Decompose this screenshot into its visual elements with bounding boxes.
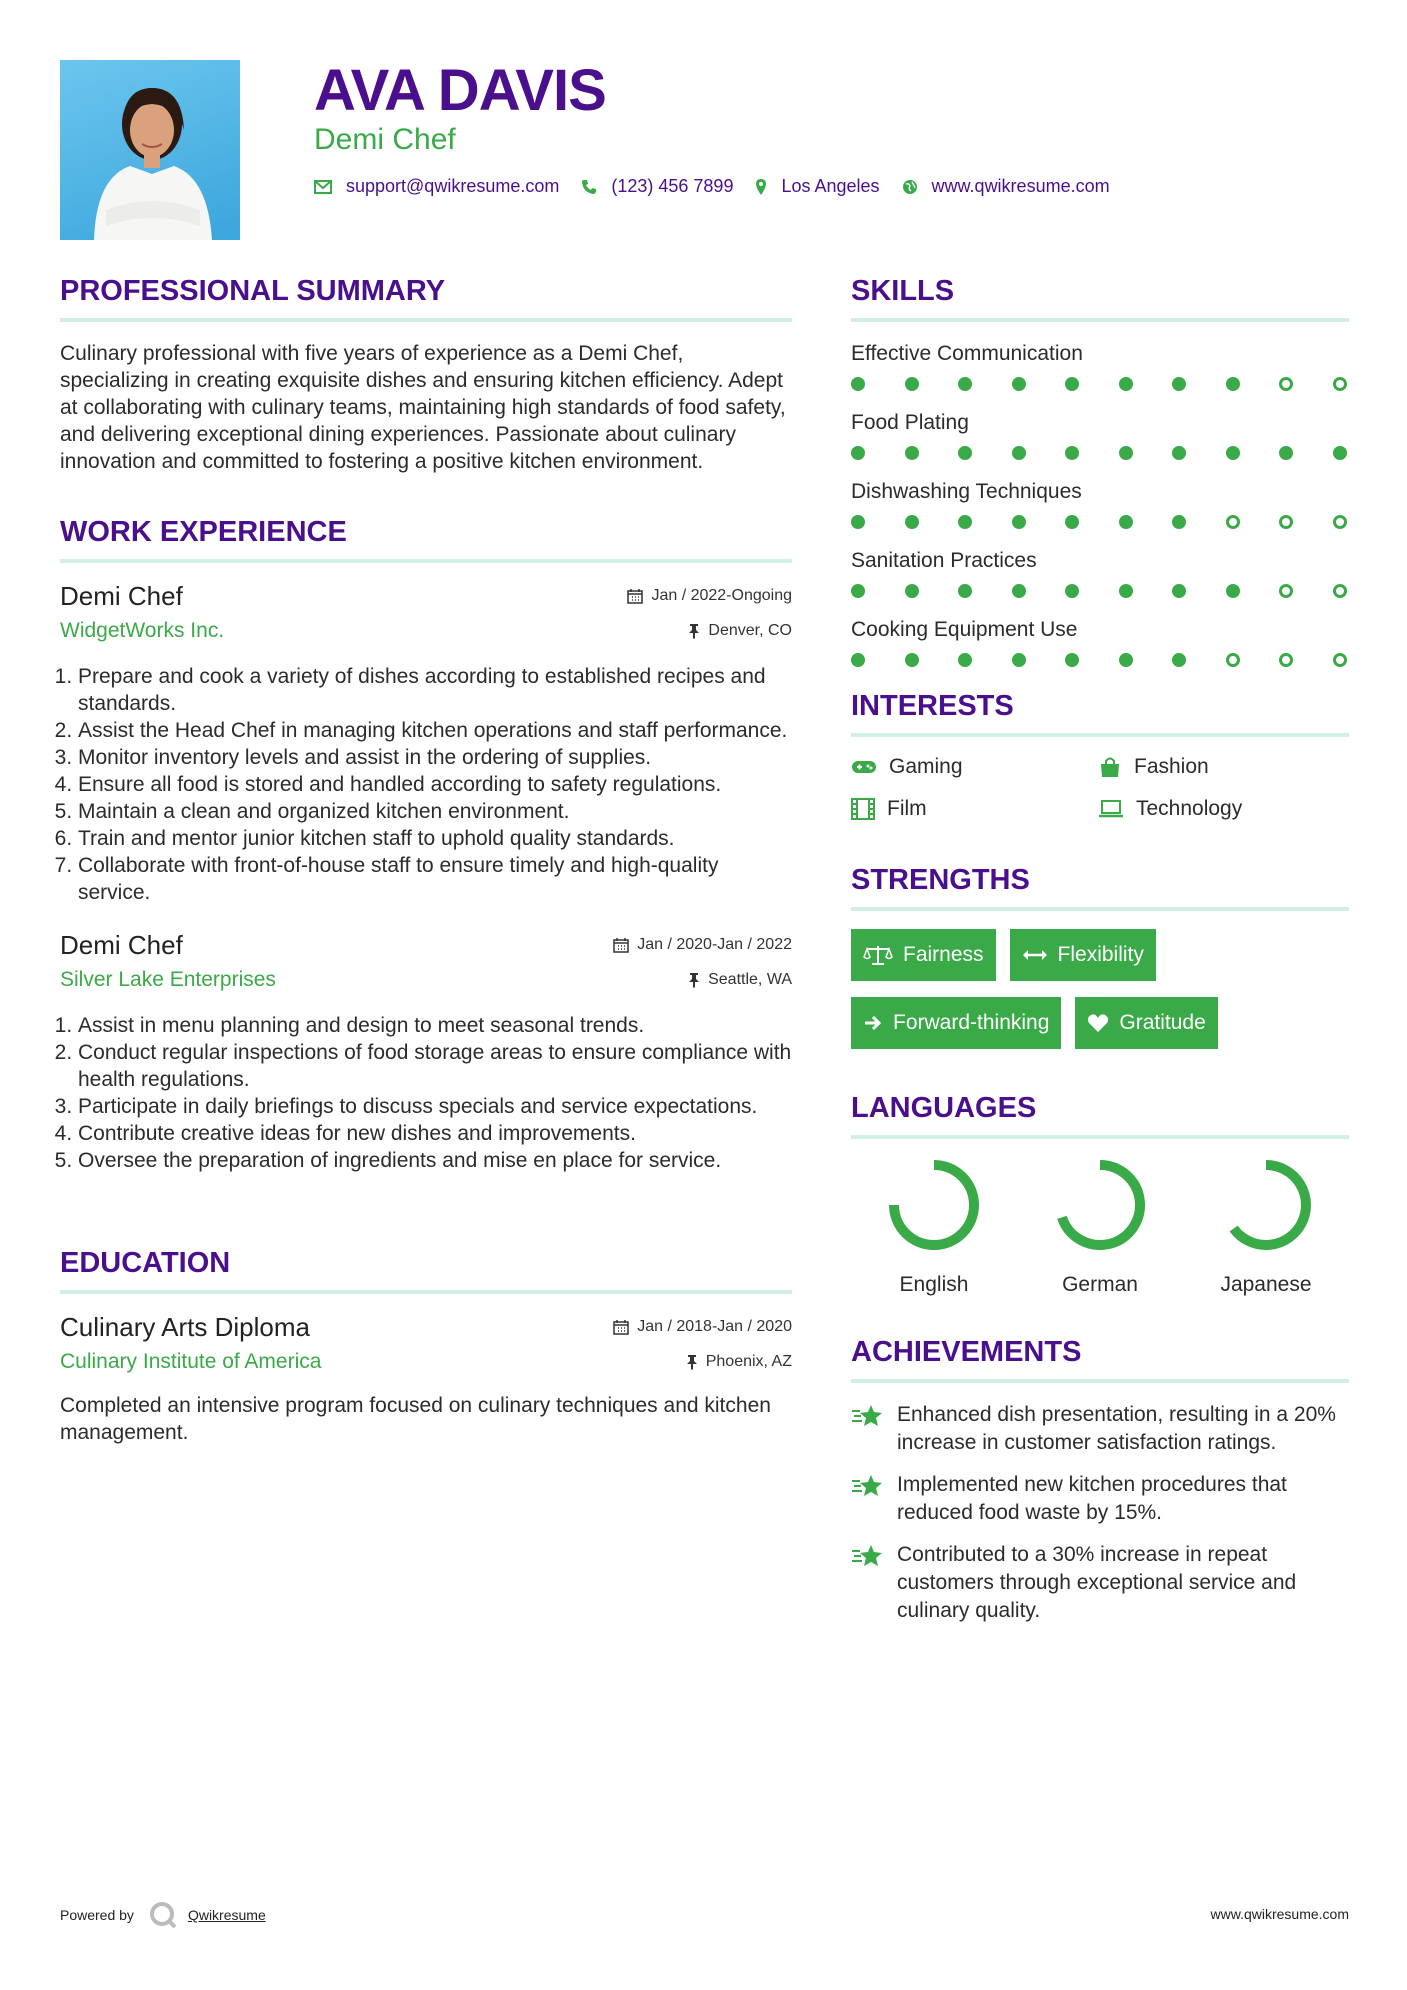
degree-title: Culinary Arts Diploma xyxy=(60,1312,310,1342)
language-proficiency-ring xyxy=(1218,1157,1314,1253)
rating-dot-filled xyxy=(958,515,972,529)
job-entry xyxy=(60,930,792,1174)
rating-dot-filled xyxy=(1012,584,1026,598)
pushpin-icon xyxy=(686,1354,698,1370)
interests-grid xyxy=(851,755,1349,821)
email-text: support@qwikresume.com xyxy=(346,176,560,196)
languages-heading: LANGUAGES xyxy=(851,1089,1349,1139)
rating-dot-filled xyxy=(1119,584,1133,598)
contact-location xyxy=(755,176,879,197)
rating-dot-filled xyxy=(1226,377,1240,391)
rating-dot-filled xyxy=(1226,446,1240,460)
rating-dot-empty xyxy=(1279,584,1293,598)
heart-icon xyxy=(1087,1013,1109,1033)
rating-dot-filled xyxy=(905,653,919,667)
skill-name: Sanitation Practices xyxy=(851,549,1037,572)
rating-dot-filled xyxy=(958,584,972,598)
duty-item: 2. Assist the Head Chef in managing kitchen operations and staff performance. xyxy=(78,717,792,744)
shooting-star-icon xyxy=(851,1543,883,1569)
rating-dot-filled xyxy=(1226,584,1240,598)
rating-dot-empty xyxy=(1333,584,1347,598)
duty-item: 5. Oversee the preparation of ingredients and mise en place for service. xyxy=(78,1147,792,1174)
language-name: Japanese xyxy=(1220,1273,1312,1296)
education-location xyxy=(686,1353,792,1371)
job-title: Demi Chef xyxy=(60,581,183,611)
rating-dot-filled xyxy=(1172,584,1186,598)
achievement-text: Contributed to a 30% increase in repeat customers through exceptional service and culinary quality. xyxy=(897,1543,1297,1622)
school-name: Culinary Institute of America xyxy=(60,1350,322,1373)
interest-item xyxy=(851,797,1098,821)
language-name: English xyxy=(899,1273,969,1296)
rating-dot-empty xyxy=(1226,515,1240,529)
skill-name: Effective Communication xyxy=(851,342,1083,365)
strength-label: Forward-thinking xyxy=(893,1011,1050,1034)
left-column xyxy=(60,272,792,1470)
rating-dot-filled xyxy=(1065,584,1079,598)
rating-dot-filled xyxy=(1065,446,1079,460)
strength-label: Flexibility xyxy=(1057,943,1144,966)
interest-item xyxy=(851,755,1098,779)
duty-item: 2. Conduct regular inspections of food storage areas to ensure compliance with health regulations. xyxy=(78,1039,792,1093)
language-item xyxy=(851,1157,1017,1297)
qwikresume-logo-icon xyxy=(148,1900,178,1930)
duty-item: 4. Contribute creative ideas for new dishes and improvements. xyxy=(78,1120,792,1147)
duty-item: 1. Prepare and cook a variety of dishes according to established recipes and standards. xyxy=(78,663,792,717)
job-date-text: Jan / 2022-Ongoing xyxy=(651,587,792,604)
strength-label: Gratitude xyxy=(1119,1011,1206,1034)
rating-dot-empty xyxy=(1333,377,1347,391)
rating-dot-filled xyxy=(958,377,972,391)
job-location xyxy=(688,622,792,640)
calendar-icon xyxy=(627,588,643,604)
education-date xyxy=(613,1318,792,1336)
duty-list xyxy=(60,1012,792,1174)
footer-site[interactable]: www.qwikresume.com xyxy=(1210,1906,1349,1922)
job-company: WidgetWorks Inc. xyxy=(60,619,225,642)
summary-text: Culinary professional with five years of experience as a Demi Chef, specializing in creating exquisite dishes and ensuring kitchen efficiency. Adept at collaborating with culinary teams, maintaining high standards of food safety, and delivering exceptional dining experiences. Passionate about culinary innovation and committed to fostering a positive kitchen environment. xyxy=(60,342,786,473)
strength-tag xyxy=(851,929,996,981)
rating-dot-filled xyxy=(1065,515,1079,529)
rating-dot-filled xyxy=(851,446,865,460)
shooting-star-icon xyxy=(851,1403,883,1429)
rating-dot-filled xyxy=(1119,446,1133,460)
education-heading: EDUCATION xyxy=(60,1244,792,1294)
film-icon xyxy=(851,798,875,820)
duty-item: 5. Maintain a clean and organized kitchen environment. xyxy=(78,798,792,825)
duty-item: 3. Monitor inventory levels and assist in the ordering of supplies. xyxy=(78,744,792,771)
rating-dot-filled xyxy=(1172,653,1186,667)
gamepad-icon xyxy=(851,758,877,776)
education-location-text: Phoenix, AZ xyxy=(705,1353,792,1370)
strength-tag xyxy=(1075,997,1217,1049)
job-company: Silver Lake Enterprises xyxy=(60,968,276,991)
duty-item: 1. Assist in menu planning and design to meet seasonal trends. xyxy=(78,1012,792,1039)
education-text: Completed an intensive program focused on culinary techniques and kitchen management. xyxy=(60,1394,771,1444)
calendar-icon xyxy=(613,1319,629,1335)
rating-dot-filled xyxy=(1012,446,1026,460)
rating-dot-filled xyxy=(1119,377,1133,391)
strength-label: Fairness xyxy=(903,943,984,966)
powered-by-text: Powered by xyxy=(60,1907,134,1923)
education-date-text: Jan / 2018-Jan / 2020 xyxy=(637,1318,792,1335)
rating-dot-empty xyxy=(1333,515,1347,529)
achievement-item xyxy=(851,1471,1349,1527)
location-text: Los Angeles xyxy=(781,176,880,196)
rating-dot-filled xyxy=(1012,653,1026,667)
balance-scale-icon xyxy=(863,944,893,966)
job-location xyxy=(688,971,792,989)
right-column xyxy=(851,272,1349,1639)
contact-bar xyxy=(314,176,1132,197)
rating-dot-filled xyxy=(1333,446,1347,460)
strength-tag xyxy=(851,997,1061,1049)
duty-list xyxy=(60,663,792,906)
duty-item: 4. Ensure all food is stored and handled according to safety regulations. xyxy=(78,771,792,798)
footer-powered xyxy=(60,1900,266,1930)
language-name: German xyxy=(1062,1273,1138,1296)
website-text: www.qwikresume.com xyxy=(931,176,1110,196)
interest-item xyxy=(1098,797,1345,821)
achievement-text: Enhanced dish presentation, resulting in a 20% increase in customer satisfaction ratings. xyxy=(897,1403,1336,1454)
language-item xyxy=(1017,1157,1183,1297)
calendar-icon xyxy=(613,937,629,953)
languages-list xyxy=(851,1157,1349,1297)
rating-dot-filled xyxy=(1172,446,1186,460)
contact-phone[interactable] xyxy=(581,176,733,197)
rating-dot-filled xyxy=(851,377,865,391)
job-entry xyxy=(60,581,792,906)
rating-dot-empty xyxy=(1279,515,1293,529)
laptop-icon xyxy=(1098,800,1124,818)
portrait-illustration xyxy=(60,60,240,240)
rating-dot-filled xyxy=(905,446,919,460)
rating-dot-filled xyxy=(1172,515,1186,529)
language-proficiency-ring xyxy=(1052,1157,1148,1253)
rating-dot-empty xyxy=(1226,653,1240,667)
interest-label: Fashion xyxy=(1134,755,1209,778)
rating-dot-filled xyxy=(905,584,919,598)
skills-heading: SKILLS xyxy=(851,272,1349,322)
achievement-item xyxy=(851,1541,1349,1625)
language-item xyxy=(1183,1157,1349,1297)
skill-rating xyxy=(851,584,1349,598)
strength-tag xyxy=(1010,929,1156,981)
qwikresume-link[interactable]: Qwikresume xyxy=(187,1907,266,1923)
skill-name: Dishwashing Techniques xyxy=(851,480,1082,503)
language-arc xyxy=(1234,1165,1306,1245)
education-entry xyxy=(60,1312,792,1446)
job-location-text: Seattle, WA xyxy=(708,971,792,988)
rating-dot-filled xyxy=(1012,377,1026,391)
envelope-icon xyxy=(314,180,332,194)
rating-dot-filled xyxy=(1012,515,1026,529)
skill-name: Food Plating xyxy=(851,411,969,434)
contact-email[interactable] xyxy=(314,176,559,197)
language-arc xyxy=(894,1165,974,1245)
contact-website[interactable] xyxy=(902,176,1110,197)
job-date xyxy=(613,936,792,954)
rating-dot-filled xyxy=(1065,653,1079,667)
achievement-item xyxy=(851,1401,1349,1457)
arrows-horizontal-icon xyxy=(1022,948,1048,962)
interest-item xyxy=(1098,755,1345,779)
experience-heading: WORK EXPERIENCE xyxy=(60,513,792,563)
pushpin-icon xyxy=(688,623,700,639)
shopping-bag-icon xyxy=(1098,756,1122,778)
skill-rating xyxy=(851,377,1349,391)
interest-label: Gaming xyxy=(889,755,963,778)
rating-dot-filled xyxy=(851,515,865,529)
shooting-star-icon xyxy=(851,1473,883,1499)
job-date-text: Jan / 2020-Jan / 2022 xyxy=(637,936,792,953)
skill-rating xyxy=(851,446,1349,460)
achievements-heading: ACHIEVEMENTS xyxy=(851,1333,1349,1383)
candidate-title: Demi Chef xyxy=(314,123,456,156)
achievement-text: Implemented new kitchen procedures that reduced food waste by 15%. xyxy=(897,1473,1287,1524)
rating-dot-filled xyxy=(1172,377,1186,391)
rating-dot-empty xyxy=(1279,653,1293,667)
interest-label: Film xyxy=(887,797,927,820)
job-location-text: Denver, CO xyxy=(708,622,792,639)
phone-icon xyxy=(581,179,597,195)
rating-dot-filled xyxy=(851,584,865,598)
skill-rating xyxy=(851,653,1349,667)
rating-dot-empty xyxy=(1279,377,1293,391)
strengths-list xyxy=(851,929,1349,1049)
language-arc xyxy=(1062,1165,1140,1245)
rating-dot-filled xyxy=(851,653,865,667)
interest-label: Technology xyxy=(1136,797,1243,820)
duty-item: 6. Train and mentor junior kitchen staff to uphold quality standards. xyxy=(78,825,792,852)
rating-dot-filled xyxy=(1279,446,1293,460)
strengths-heading: STRENGTHS xyxy=(851,861,1349,911)
achievements-list xyxy=(851,1401,1349,1625)
interests-heading: INTERESTS xyxy=(851,687,1349,737)
arrow-right-icon xyxy=(863,1014,883,1032)
skill-rating xyxy=(851,515,1349,529)
rating-dot-filled xyxy=(905,515,919,529)
rating-dot-filled xyxy=(958,653,972,667)
job-title: Demi Chef xyxy=(60,930,183,960)
phone-text: (123) 456 7899 xyxy=(611,176,734,196)
duty-item: 3. Participate in daily briefings to discuss specials and service expectations. xyxy=(78,1093,792,1120)
rating-dot-filled xyxy=(1119,515,1133,529)
rating-dot-filled xyxy=(1119,653,1133,667)
language-proficiency-ring xyxy=(886,1157,982,1253)
rating-dot-filled xyxy=(958,446,972,460)
skills-list xyxy=(851,340,1349,667)
globe-icon xyxy=(902,179,918,195)
job-date xyxy=(627,587,792,605)
candidate-name: AVA DAVIS xyxy=(314,58,606,123)
pushpin-icon xyxy=(688,972,700,988)
rating-dot-filled xyxy=(905,377,919,391)
duty-item: 7. Collaborate with front-of-house staff to ensure timely and high-quality service. xyxy=(78,852,792,906)
map-marker-icon xyxy=(755,178,767,196)
skill-name: Cooking Equipment Use xyxy=(851,618,1078,641)
rating-dot-filled xyxy=(1065,377,1079,391)
rating-dot-empty xyxy=(1333,653,1347,667)
profile-photo xyxy=(60,60,240,240)
summary-heading: PROFESSIONAL SUMMARY xyxy=(60,272,792,322)
